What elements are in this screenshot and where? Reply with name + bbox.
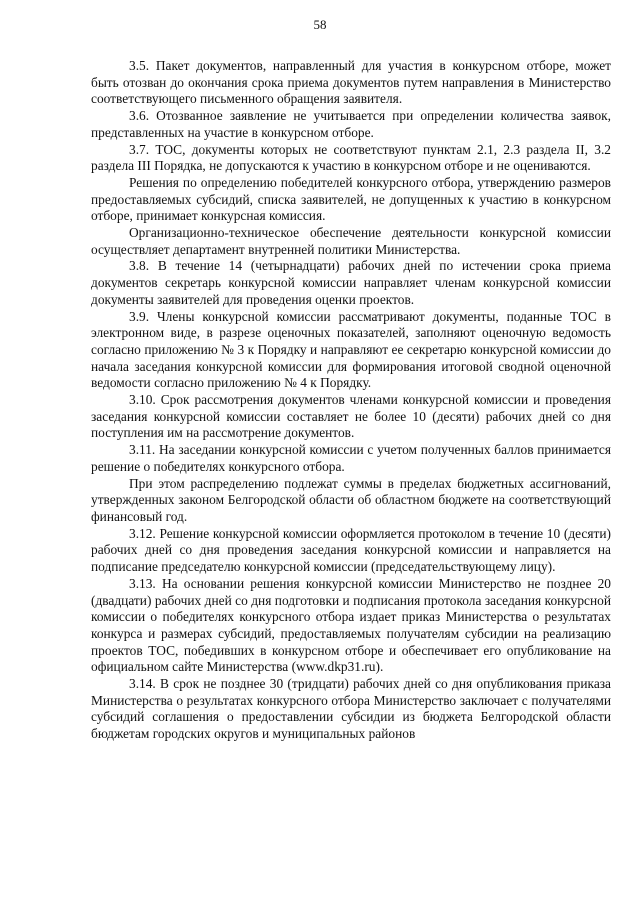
paragraph-commission-decisions: Решения по определению победителей конкурсного отбора, утверждению размеров предоставляемых субсидий, списка заявителей, не допущенных к участию в конкурсном отборе, принимает конкурсная комиссия. [91, 174, 611, 224]
paragraph-3-11: 3.11. На заседании конкурсной комиссии с учетом полученных баллов принимается решение о победителях конкурсного отбора. [91, 442, 611, 474]
paragraph-3-12: 3.12. Решение конкурсной комиссии оформляется протоколом в течение 10 (десяти) рабочих дней со дня проведения заседания конкурсной комиссии и направляется на подписание председателю конкурсной комиссии (председательствующему лицу). [91, 525, 611, 575]
paragraph-3-6: 3.6. Отозванное заявление не учитывается при определении количества заявок, представленных на участие в конкурсном отборе. [91, 108, 611, 140]
page-number: 58 [313, 17, 327, 32]
paragraph-organizational-support: Организационно-техническое обеспечение деятельности конкурсной комиссии осуществляет департамент внутренней политики Министерства. [91, 225, 611, 257]
document-body [91, 58, 611, 743]
paragraph-3-7: 3.7. ТОС, документы которых не соответствуют пунктам 2.1, 2.3 раздела II, 3.2 раздела III Порядка, не допускаются к участию в конкурсном отборе и не оцениваются. [91, 141, 611, 174]
paragraph-3-5: 3.5. Пакет документов, направленный для участия в конкурсном отборе, может быть отозван до окончания срока приема документов путем направления в Министерство соответствующего письменного обращения заявителя. [91, 58, 611, 107]
paragraph-3-10: 3.10. Срок рассмотрения документов членами конкурсной комиссии и проведения заседания конкурсной комиссии составляет не более 10 (десяти) рабочих дней со дня поступления им на рассмотрение документов. [91, 392, 611, 441]
paragraph-3-14: 3.14. В срок не позднее 30 (тридцати) рабочих дней со дня опубликования приказа Министерства о результатах конкурсного отбора Министерство заключает с получателями субсидий соглашения о предоставлении субсидии из бюджета Белгородской области бюджетам городских округов и муниципальных районов [91, 676, 611, 742]
paragraph-budget-distribution: При этом распределению подлежат суммы в пределах бюджетных ассигнований, утвержденных законом Белгородской области об областном бюджете на соответствующий финансовый год. [91, 475, 611, 524]
paragraph-3-9: 3.9. Члены конкурсной комиссии рассматривают документы, поданные ТОС в электронном виде, в разрезе оценочных показателей, заполняют оценочную ведомость согласно приложению № 3 к Порядку и направляют ее секретарю конкурсной комиссии до начала заседания конкурсной комиссии для формирования итоговой сводной оценочной ведомости согласно приложению № 4 к Порядку. [91, 308, 611, 391]
paragraph-3-13: 3.13. На основании решения конкурсной комиссии Министерство не позднее 20 (двадцати) рабочих дней со дня подготовки и подписания протокола заседания конкурсной комиссии о победителях конкурсного отбора издает приказ Министерства о результатах конкурса и размерах субсидий, предоставляемых получателям субсидии на реализацию проектов ТОС, победивших в конкурсном отборе и обеспечивает его опубликование на официальном сайте Министерства (www.dkp31.ru). [91, 575, 611, 675]
paragraph-3-8: 3.8. В течение 14 (четырнадцати) рабочих дней по истечении срока приема документов секретарь конкурсной комиссии направляет членам конкурсной комиссии документы заявителей для проведения оценки проектов. [91, 258, 611, 307]
